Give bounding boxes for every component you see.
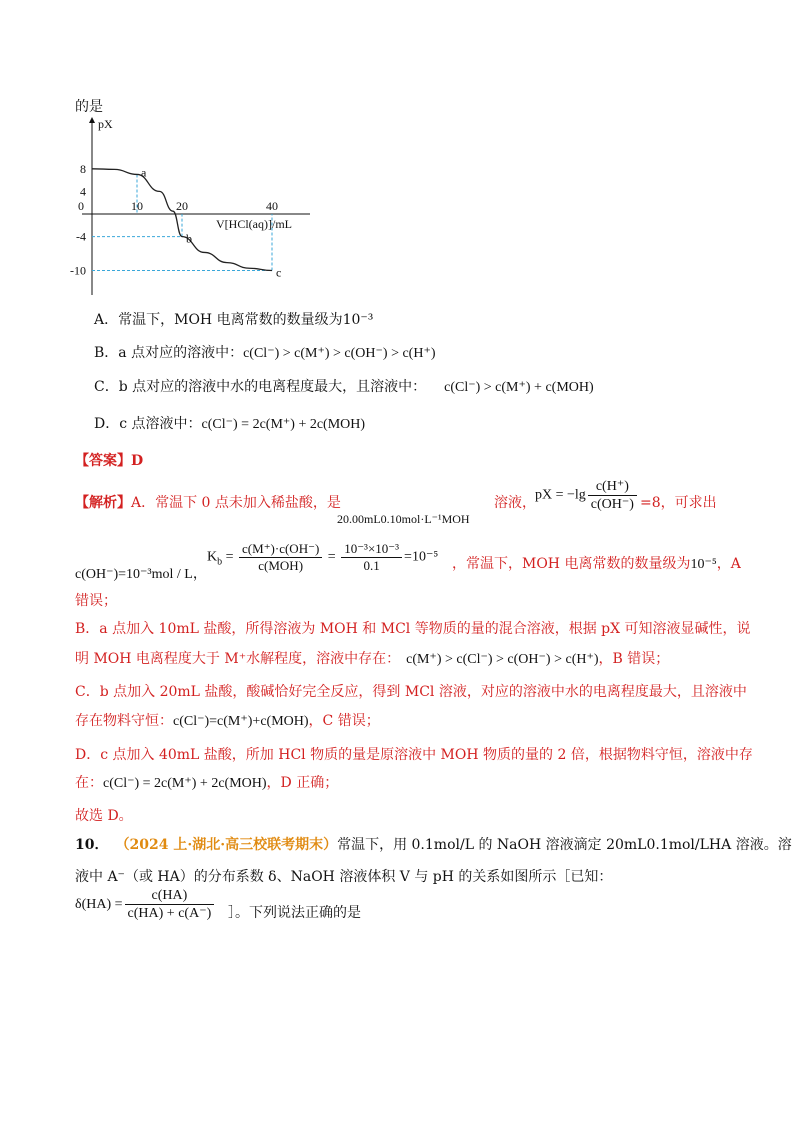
kb-symbol: K [207,549,218,565]
question-10-line-2: 液中 A⁻（或 HA）的分布系数 δ、NaOH 溶液体积 V 与 pH 的关系如图所示［已知： [75,869,613,885]
kb-conclusion-text: ，常温下，MOH 电离常数的数量级为 [452,556,691,572]
question-10-line-3: ］。下列说法正确的是 [228,905,361,921]
kb-magnitude: 10⁻⁵ [690,557,717,572]
kb-subscript: b [217,556,223,568]
analysis-a-solution-tail: 溶液， [494,495,536,511]
answer-value: D [131,453,144,469]
px-frac-num: c(H⁺) [588,478,637,496]
delta-num: c(HA) [125,888,215,905]
analysis-conclusion: 故选 D。 [75,808,133,824]
kb-result: =10⁻⁵ [404,549,439,565]
x-tick-label: 10 [131,199,143,213]
px-formula-lhs: pX = −lg [535,487,586,503]
x-tick-label: 20 [176,199,188,213]
analysis-b-line-2 [75,650,669,669]
analysis-c-line-1: C．b 点加入 20mL 盐酸，酸碱恰好完全反应，得到 MCl 溶液，对应的溶液中水的电离程度最大，且溶液中 [75,684,747,700]
option-c [94,378,594,397]
kb-equals: = [222,549,238,565]
analysis-a-verdict: 错误； [75,593,117,609]
analysis-d-verdict: ，D 正确； [266,775,339,791]
analysis-tag: 【解析】 [75,495,131,511]
kb-frac1-den: c(MOH) [258,558,304,573]
x-tick-label: 40 [266,199,278,213]
analysis-b-formula: c(M⁺) > c(Cl⁻) > c(OH⁻) > c(H⁺) [406,652,599,667]
option-a: A．常温下，MOH 电离常数的数量级为10⁻³ [94,312,374,328]
point-label-a: a [141,165,147,180]
px-frac-den: c(OH⁻) [590,497,634,512]
question-lead: 的是 [75,99,103,115]
analysis-a-intro: A．常温下 0 点未加入稀盐酸，是 [131,495,341,511]
option-c-formula: c(Cl⁻) > c(M⁺) + c(MOH) [444,380,594,395]
kb-conclusion-tail: ，A [716,556,741,572]
option-b-formula: c(Cl⁻) > c(M⁺) > c(OH⁻) > c(H⁺) [243,346,436,361]
x-tick-label: 0 [78,199,84,213]
analysis-c-text: 存在物料守恒： [75,713,173,729]
analysis-a-solution: 20.00mL0.10mol·L⁻¹MOH [337,512,470,526]
kb-conclusion [452,555,741,574]
point-label-b: b [186,231,192,246]
kb-frac2-num: 10⁻³×10⁻³ [341,541,402,558]
oh-concentration: c(OH⁻)=10⁻³mol / L， [75,567,207,582]
kb-frac1-num: c(M⁺)·c(OH⁻) [239,541,322,558]
option-d-text: D．c 点溶液中： [94,416,202,432]
y-tick-label: -10 [70,263,86,278]
analysis-b-verdict: ，B 错误； [598,651,670,667]
question-10-line-1 [75,836,792,854]
question-10-source: （2024 上·湖北·高三校联考期末） [122,837,338,853]
y-axis-label: pX [98,117,113,131]
question-10-text-1: 常温下，用 0.1mol/L 的 NaOH 溶液滴定 20mL0.1mol/LHA 溶液。溶 [337,837,792,853]
analysis-d-formula: c(Cl⁻) = 2c(M⁺) + 2c(MOH) [103,776,267,791]
answer-tag: 【答案】 [75,453,131,469]
question-10-number: 10． [75,837,109,853]
kb-formula: $K_b$ = $\frac{c(M^+)\cdot c(OH^-)}{\text{c(MOH)}}$ = $\frac{\text{10⁻³×10⁻³}}{0.1}$ =10⁻⁵ [207,541,439,573]
analysis-line-1 [75,494,341,512]
option-b-text: B．a 点对应的溶液中： [94,345,244,361]
delta-lhs: δ(HA) = [75,897,123,913]
option-d [94,415,365,434]
analysis-c-formula: c(Cl⁻)=c(M⁺)+c(MOH) [173,714,309,729]
delta-den: c(HA) + c(A⁻) [127,906,212,921]
y-tick-label: -4 [76,229,86,244]
delta-definition [75,888,216,922]
analysis-c-verdict: ，C 错误； [308,713,380,729]
analysis-d-line-2 [75,774,338,793]
px-formula-tail: =8，可求出 [640,495,717,511]
option-d-formula: c(Cl⁻) = 2c(M⁺) + 2c(MOH) [201,417,366,432]
titration-chart [60,110,320,300]
point-label-c: c [276,265,282,280]
analysis-c-line-2 [75,712,380,731]
option-c-text: C．b 点对应的溶液中水的电离程度最大，且溶液中： [94,379,427,395]
answer [75,452,143,470]
kb-frac2-den: 0.1 [363,558,380,573]
analysis-d-line-1: D．c 点加入 40mL 盐酸，所加 HCl 物质的量是原溶液中 MOH 物质的量的 2 倍，根据物料守恒，溶液中存 [75,747,753,763]
option-b [94,344,436,363]
y-tick-label: 8 [80,161,86,176]
analysis-b-line-1: B．a 点加入 10mL 盐酸，所得溶液为 MOH 和 MCl 等物质的量的混合溶液，根据 pX 可知溶液显碱性，说 [75,621,751,637]
analysis-d-text: 在： [75,775,103,791]
x-axis-label: V[HCl(aq)]/mL [216,217,292,231]
analysis-b-text: 明 MOH 电离程度大于 M⁺水解程度，溶液中存在： [75,651,401,667]
px-formula [535,478,639,513]
y-tick-label: 4 [80,184,86,199]
